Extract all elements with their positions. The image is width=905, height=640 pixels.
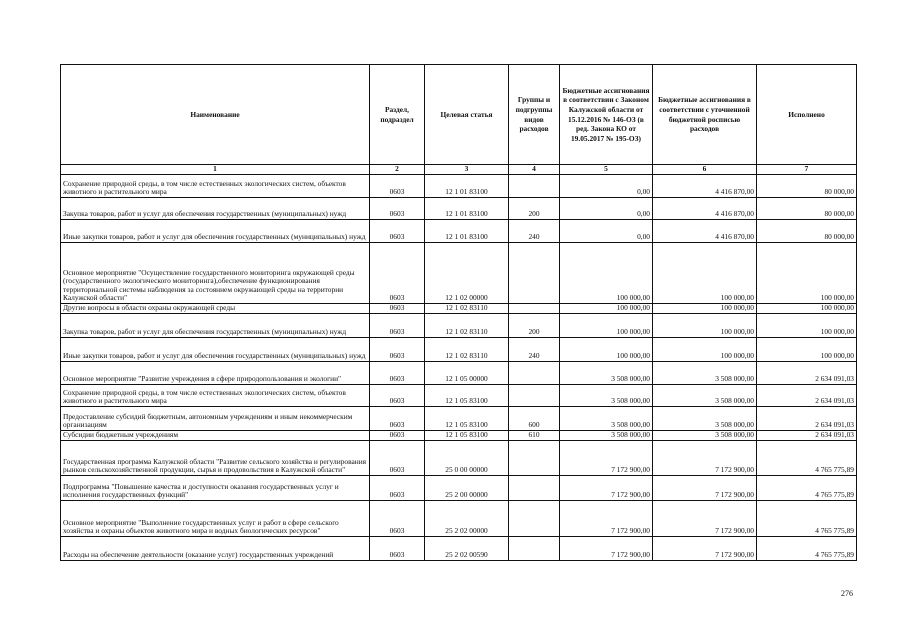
row-group: 200 [509, 314, 560, 338]
table-row [61, 220, 857, 243]
row-section: 0603 [370, 220, 425, 243]
column-number-row [61, 165, 857, 175]
row-refined-amount: 100 000,00 [653, 304, 757, 314]
row-law-amount: 0,00 [560, 198, 653, 220]
row-law-amount: 7 172 900,00 [560, 441, 653, 476]
column-number: 3 [425, 165, 509, 175]
row-name: Подпрограмма "Повышение качества и доступности оказания государственных услуг и исполнения государственных функций" [61, 476, 370, 501]
row-section: 0603 [370, 175, 425, 198]
row-executed-amount: 100 000,00 [757, 243, 857, 304]
row-section: 0603 [370, 537, 425, 561]
row-target: 12 1 02 00000 [425, 243, 509, 304]
row-executed-amount: 100 000,00 [757, 304, 857, 314]
header-row [61, 65, 857, 165]
row-section: 0603 [370, 243, 425, 304]
row-law-amount: 100 000,00 [560, 314, 653, 338]
row-group [509, 476, 560, 501]
column-number: 7 [757, 165, 857, 175]
row-section: 0603 [370, 314, 425, 338]
row-name: Сохранение природной среды, в том числе естественных экологических систем, объектов животного и растительного мира [61, 175, 370, 198]
row-name: Государственная программа Калужской области "Развитие сельского хозяйства и регулирования рынков сельскохозяйственной продукции, сырья и продовольствия в Калужской области" [61, 441, 370, 476]
row-section: 0603 [370, 407, 425, 431]
row-name: Сохранение природной среды, в том числе естественных экологических систем, объектов животного и растительного мира [61, 385, 370, 407]
header-name: Наименование [61, 65, 370, 165]
table-row [61, 304, 857, 314]
row-refined-amount: 4 416 870,00 [653, 198, 757, 220]
row-section: 0603 [370, 198, 425, 220]
row-refined-amount: 7 172 900,00 [653, 476, 757, 501]
row-target: 25 0 00 00000 [425, 441, 509, 476]
row-law-amount: 100 000,00 [560, 304, 653, 314]
table-row [61, 537, 857, 561]
row-law-amount: 0,00 [560, 175, 653, 198]
header-section: Раздел, подраздел [370, 65, 425, 165]
row-law-amount: 3 508 000,00 [560, 407, 653, 431]
row-executed-amount: 80 000,00 [757, 175, 857, 198]
row-executed-amount: 4 765 775,89 [757, 537, 857, 561]
column-number: 2 [370, 165, 425, 175]
row-refined-amount: 7 172 900,00 [653, 501, 757, 537]
row-refined-amount: 100 000,00 [653, 243, 757, 304]
row-section: 0603 [370, 441, 425, 476]
row-group: 240 [509, 220, 560, 243]
row-refined-amount: 100 000,00 [653, 338, 757, 362]
row-name: Субсидии бюджетным учреждениям [61, 431, 370, 441]
row-law-amount: 100 000,00 [560, 338, 653, 362]
row-law-amount: 0,00 [560, 220, 653, 243]
row-law-amount: 3 508 000,00 [560, 385, 653, 407]
row-executed-amount: 80 000,00 [757, 220, 857, 243]
table-row [61, 501, 857, 537]
header-refined-allocations: Бюджетные ассигнования в соответствии с уточненной бюджетной росписью расходов [653, 65, 757, 165]
table-body [61, 175, 857, 561]
row-name: Иные закупки товаров, работ и услуг для обеспечения государственных (муниципальных) нужд [61, 220, 370, 243]
row-executed-amount: 2 634 091,03 [757, 385, 857, 407]
row-target: 12 1 05 83100 [425, 385, 509, 407]
row-section: 0603 [370, 304, 425, 314]
row-section: 0603 [370, 501, 425, 537]
table-row [61, 338, 857, 362]
row-law-amount: 3 508 000,00 [560, 431, 653, 441]
row-executed-amount: 2 634 091,03 [757, 431, 857, 441]
header-target: Целевая статья [425, 65, 509, 165]
row-law-amount: 100 000,00 [560, 243, 653, 304]
row-executed-amount: 2 634 091,03 [757, 407, 857, 431]
row-section: 0603 [370, 431, 425, 441]
row-group: 610 [509, 431, 560, 441]
row-group [509, 304, 560, 314]
row-executed-amount: 4 765 775,89 [757, 441, 857, 476]
row-target: 12 1 05 00000 [425, 362, 509, 385]
row-target: 25 2 02 00590 [425, 537, 509, 561]
row-group [509, 501, 560, 537]
row-group [509, 537, 560, 561]
row-refined-amount: 3 508 000,00 [653, 362, 757, 385]
row-target: 12 1 02 83110 [425, 338, 509, 362]
row-refined-amount: 3 508 000,00 [653, 385, 757, 407]
row-target: 12 1 05 83100 [425, 431, 509, 441]
row-executed-amount: 4 765 775,89 [757, 476, 857, 501]
row-group: 600 [509, 407, 560, 431]
row-target: 12 1 02 83110 [425, 304, 509, 314]
row-group [509, 362, 560, 385]
row-group [509, 175, 560, 198]
table-row [61, 243, 857, 304]
row-section: 0603 [370, 385, 425, 407]
table-row [61, 407, 857, 431]
header-groups: Группы и подгруппы видов расходов [509, 65, 560, 165]
row-refined-amount: 7 172 900,00 [653, 537, 757, 561]
row-refined-amount: 4 416 870,00 [653, 220, 757, 243]
row-name: Основное мероприятие "Развитие учреждения в сфере природопользования и экологии" [61, 362, 370, 385]
row-group [509, 385, 560, 407]
row-section: 0603 [370, 362, 425, 385]
table-row [61, 476, 857, 501]
row-name: Закупка товаров, работ и услуг для обеспечения государственных (муниципальных) нужд [61, 314, 370, 338]
row-target: 12 1 02 83110 [425, 314, 509, 338]
row-group [509, 243, 560, 304]
row-target: 12 1 05 83100 [425, 407, 509, 431]
row-name: Иные закупки товаров, работ и услуг для обеспечения государственных (муниципальных) нужд [61, 338, 370, 362]
row-section: 0603 [370, 476, 425, 501]
row-target: 12 1 01 83100 [425, 198, 509, 220]
table-row [61, 175, 857, 198]
row-refined-amount: 7 172 900,00 [653, 441, 757, 476]
table-row [61, 431, 857, 441]
table-row [61, 385, 857, 407]
row-executed-amount: 100 000,00 [757, 314, 857, 338]
row-executed-amount: 2 634 091,03 [757, 362, 857, 385]
row-group: 240 [509, 338, 560, 362]
column-number: 6 [653, 165, 757, 175]
row-group [509, 441, 560, 476]
column-number: 5 [560, 165, 653, 175]
row-executed-amount: 100 000,00 [757, 338, 857, 362]
table-row [61, 314, 857, 338]
row-section: 0603 [370, 338, 425, 362]
row-target: 25 2 00 00000 [425, 476, 509, 501]
table-row [61, 198, 857, 220]
row-law-amount: 7 172 900,00 [560, 501, 653, 537]
header-law-allocations: Бюджетные ассигнования в соответствии с Законом Калужской области от 15.12.2016 № 146-ОЗ (в ред. Закона КО от 19.05.2017 № 195-ОЗ) [560, 65, 653, 165]
column-number: 4 [509, 165, 560, 175]
row-executed-amount: 80 000,00 [757, 198, 857, 220]
row-target: 12 1 01 83100 [425, 175, 509, 198]
row-refined-amount: 3 508 000,00 [653, 431, 757, 441]
row-group: 200 [509, 198, 560, 220]
page-number: 276 [841, 589, 853, 598]
row-target: 25 2 02 00000 [425, 501, 509, 537]
row-name: Другие вопросы в области охраны окружающей среды [61, 304, 370, 314]
row-law-amount: 3 508 000,00 [560, 362, 653, 385]
row-executed-amount: 4 765 775,89 [757, 501, 857, 537]
row-refined-amount: 100 000,00 [653, 314, 757, 338]
row-law-amount: 7 172 900,00 [560, 476, 653, 501]
table-row [61, 441, 857, 476]
row-name: Основное мероприятие "Осуществление государственного мониторинга окружающей среды (государственного экологического мониторинга),обеспечение функционирования территориальной системы наблюдения за состоянием окружающей среды на территории Калужской области" [61, 243, 370, 304]
row-refined-amount: 3 508 000,00 [653, 407, 757, 431]
row-name: Закупка товаров, работ и услуг для обеспечения государственных (муниципальных) нужд [61, 198, 370, 220]
row-law-amount: 7 172 900,00 [560, 537, 653, 561]
row-name: Расходы на обеспечение деятельности (оказание услуг) государственных учреждений [61, 537, 370, 561]
row-target: 12 1 01 83100 [425, 220, 509, 243]
row-name: Предоставление субсидий бюджетным, автономным учреждениям и иным некоммерческим организациям [61, 407, 370, 431]
column-number: 1 [61, 165, 370, 175]
row-refined-amount: 4 416 870,00 [653, 175, 757, 198]
budget-table [60, 64, 857, 561]
row-name: Основное мероприятие "Выполнение государственных услуг и работ в сфере сельского хозяйства и охраны объектов животного мира и водных биологических ресурсов" [61, 501, 370, 537]
header-executed: Исполнено [757, 65, 857, 165]
table-row [61, 362, 857, 385]
